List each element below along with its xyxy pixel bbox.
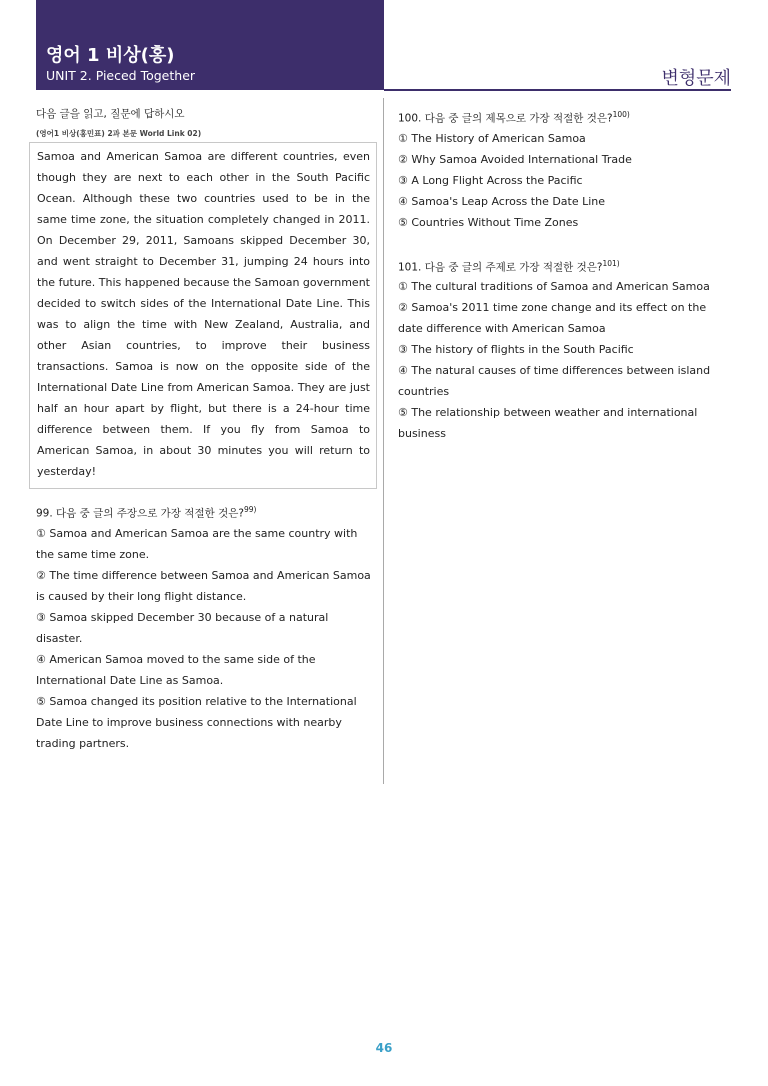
- book-title: 영어 1 비상(홍): [46, 45, 175, 66]
- reading-passage: Samoa and American Samoa are different countries, even though they are next to each other in the South Pacific Ocean. Although these two countries used to be in the same time zone, the situation completely changed in 2011. On December 29, 2011, Samoans skipped December 30, and went straight to December 31, jumping 24 hours into the future. This happened because the Samoan government decided to switch sides of the International Date Line. This was to align the time with New Zealand, Australia, and other Asian countries, to improve their business transactions. Samoa is now on the opposite side of the International Date Line from American Samoa. They are just half an hour apart by flight, but there is a 24-hour time difference between them. If you fly from Samoa to American Samoa, in about 30 minutes you will return to yesterday!: [29, 142, 377, 489]
- option-3: ③ Samoa skipped December 30 because of a natural disaster.: [36, 610, 329, 645]
- option-2: ② Why Samoa Avoided International Trade: [398, 152, 632, 166]
- option-4: ④ The natural causes of time differences between island countries: [398, 364, 711, 398]
- header-banner: [36, 0, 384, 90]
- option-1: ① Samoa and American Samoa are the same country with the same time zone.: [36, 526, 358, 561]
- question-100: [398, 106, 718, 233]
- section-label: 변형문제: [661, 68, 731, 89]
- option-4: ④ American Samoa moved to the same side of the International Date Line as Samoa.: [36, 652, 316, 687]
- option-5: ⑤ The relationship between weather and international business: [398, 406, 698, 440]
- footnote-mark: 100): [612, 110, 630, 119]
- option-1: ① The cultural traditions of Samoa and American Samoa: [398, 280, 710, 293]
- footnote-mark: 101): [602, 258, 620, 268]
- question-title: 100. 다음 중 글의 제목으로 가장 적절한 것은?$^{100)}$: [398, 110, 630, 125]
- footnote-mark: 99): [243, 505, 257, 514]
- question-99: [36, 501, 376, 754]
- source-note: (영어1 비상(홍민표) 2과 본문 World Link 02): [36, 129, 202, 138]
- option-5: ⑤ Countries Without Time Zones: [398, 215, 579, 229]
- question-title: 101. 다음 중 글의 주제로 가장 적절한 것은?$^{101)}$: [398, 258, 620, 273]
- option-3: ③ The history of flights in the South Pacific: [398, 343, 634, 356]
- option-2: ② Samoa's 2011 time zone change and its effect on the date difference with American Samoa: [398, 301, 707, 335]
- option-4: ④ Samoa's Leap Across the Date Line: [398, 194, 606, 208]
- question-title: 99. 다음 중 글의 주장으로 가장 적절한 것은?$^{99)}$: [36, 505, 257, 520]
- instruction: 다음 글을 읽고, 질문에 답하시오: [36, 108, 185, 120]
- unit-title: UNIT 2. Pieced Together: [46, 68, 196, 83]
- option-3: ③ A Long Flight Across the Pacific: [398, 173, 583, 187]
- option-1: ① The History of American Samoa: [398, 131, 586, 145]
- question-101: [398, 255, 718, 445]
- page-number: 46: [375, 1041, 393, 1055]
- column-divider: [383, 98, 384, 784]
- option-2: ② The time difference between Samoa and American Samoa is caused by their long flight distance.: [36, 568, 371, 603]
- option-5: ⑤ Samoa changed its position relative to the International Date Line to improve business connections with nearby trading partners.: [36, 694, 357, 750]
- left-column: [36, 106, 376, 754]
- right-column: [398, 106, 718, 444]
